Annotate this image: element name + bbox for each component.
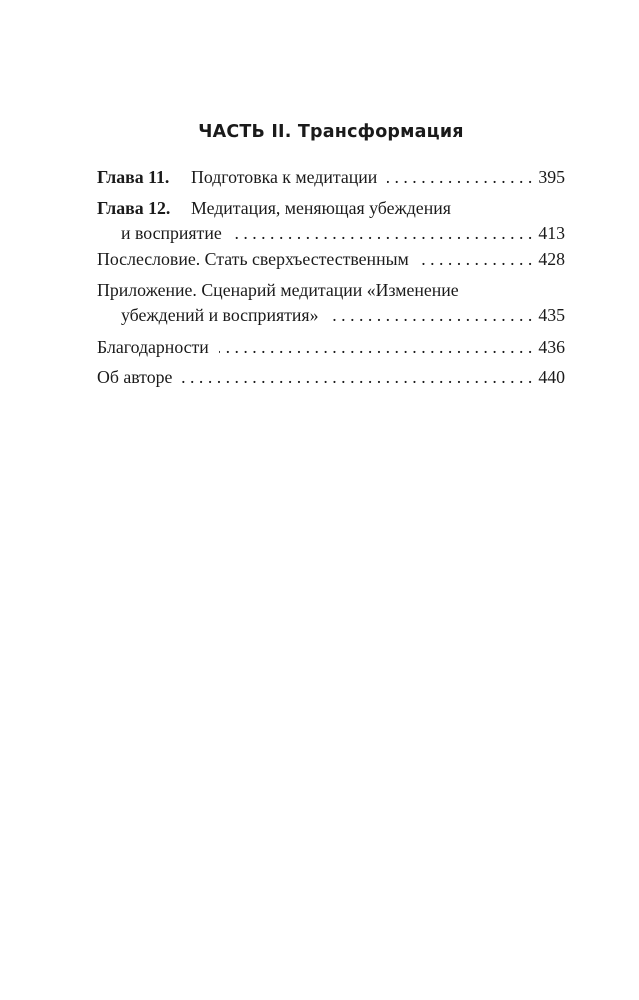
page-number: 440 bbox=[538, 367, 565, 387]
chapter-label: Глава 12. bbox=[97, 198, 171, 218]
dot-leader bbox=[329, 303, 533, 328]
entry-title: Благодарности bbox=[97, 337, 209, 357]
toc-entry-afterword[interactable] bbox=[97, 247, 565, 272]
entry-title: Подготовка к медитации bbox=[191, 167, 378, 187]
chapter-label: Глава 11. bbox=[97, 167, 170, 187]
toc-entry-chapter-12[interactable] bbox=[97, 196, 565, 246]
dot-leader bbox=[419, 247, 533, 272]
page-number: 413 bbox=[538, 223, 565, 243]
entry-title-continuation: и восприятие bbox=[121, 223, 222, 243]
page-number: 395 bbox=[538, 167, 565, 187]
toc-entry-about-author[interactable] bbox=[97, 365, 565, 390]
entry-title: Послесловие. Стать сверхъестественным bbox=[97, 249, 409, 269]
dot-leader bbox=[219, 335, 533, 360]
page-number: 436 bbox=[538, 337, 565, 357]
page-number: 428 bbox=[538, 249, 565, 269]
toc-entry-chapter-11[interactable] bbox=[97, 165, 565, 190]
part-title: ЧАСТЬ II. Трансформация bbox=[198, 122, 464, 142]
entry-title: Медитация, меняющая убеждения bbox=[191, 198, 451, 218]
toc-entry-appendix[interactable] bbox=[97, 278, 565, 328]
toc-entry-acknowledgements[interactable] bbox=[97, 335, 565, 360]
entry-title: Приложение. Сценарий медитации «Изменение bbox=[97, 280, 459, 300]
page-number: 435 bbox=[538, 305, 565, 325]
dot-leader bbox=[232, 221, 533, 246]
dot-leader bbox=[387, 165, 532, 190]
entry-title-continuation: убеждений и восприятия» bbox=[121, 305, 319, 325]
entry-title: Об авторе bbox=[97, 367, 173, 387]
dot-leader bbox=[182, 365, 532, 390]
